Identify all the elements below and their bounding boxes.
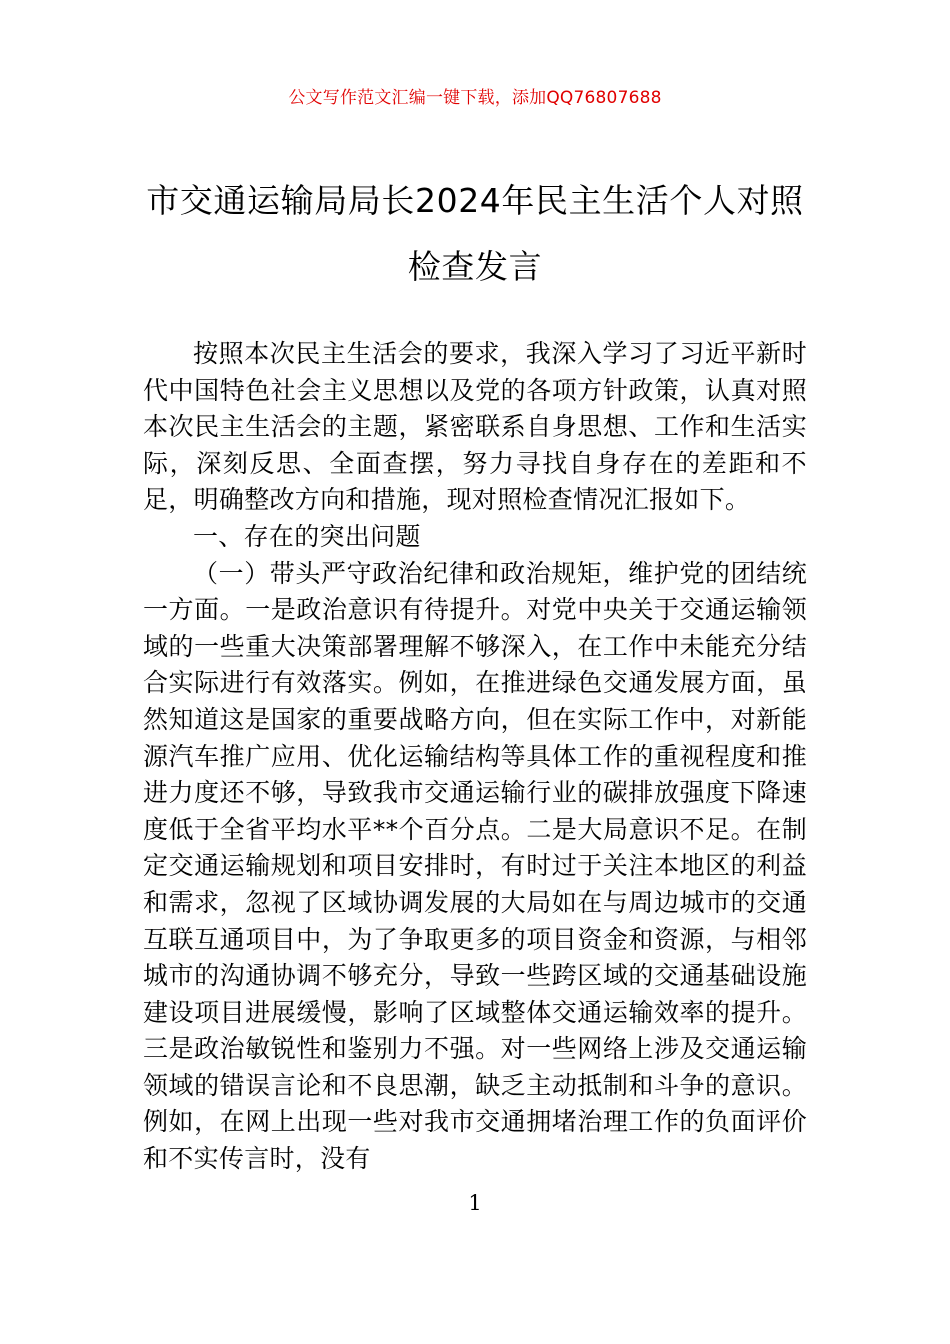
page-number: 1 (468, 1191, 482, 1215)
header-note: 公文写作范文汇编一键下载，添加QQ76807688 (288, 88, 662, 108)
section-heading: 一、存在的突出问题 (193, 521, 421, 551)
document-title: 市交通运输局局长2024年民主生活个人对照检查发言 (146, 181, 804, 286)
intro-paragraph: 按照本次民主生活会的要求，我深入学习了习近平新时代中国特色社会主义思想以及党的各项方针政策，认真对照本次民主生活会的主题，紧密联系自身思想、工作和生活实际，深刻反思、全面查摆，努力寻找自身存在的差距和不足，明确整改方向和措施，现对照检查情况汇报如下。 (143, 339, 807, 515)
body-paragraph: （一）带头严守政治纪律和政治规矩，维护党的团结统一方面。一是政治意识有待提升。对党中央关于交通运输领域的一些重大决策部署理解不够深入，在工作中未能充分结合实际进行有效落实。例如，在推进绿色交通发展方面，虽然知道这是国家的重要战略方向，但在实际工作中，对新能源汽车推广应用、优化运输结构等具体工作的重视程度和推进力度还不够，导致我市交通运输行业的碳排放强度下降速度低于全省平均水平**个百分点。二是大局意识不足。在制定交通运输规划和项目安排时，有时过于关注本地区的利益和需求，忽视了区域协调发展的大局如在与周边城市的交通互联互通项目中，为了争取更多的项目资金和资源，与相邻城市的沟通协调不够充分，导致一些跨区域的交通基础设施建设项目进展缓慢，影响了区域整体交通运输效率的提升。三是政治敏锐性和鉴别力不强。对一些网络上涉及交通运输领域的错误言论和不良思潮，缺乏主动抵制和斗争的意识。例如，在网上出现一些对我市交通拥堵治理工作的负面评价和不实传言时，没有 (143, 558, 807, 1174)
document-body (143, 336, 807, 1178)
